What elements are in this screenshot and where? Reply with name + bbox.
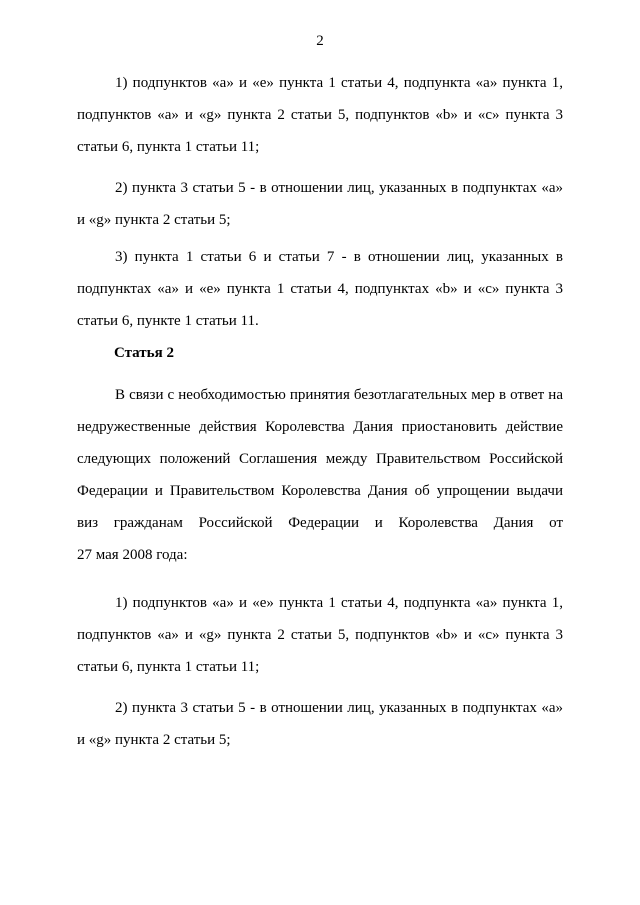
list-item: [77, 67, 563, 163]
text-line: 1) подпунктов «а» и «е» пункта 1 статьи 4, подпункта «а» пункта 1,: [115, 75, 563, 91]
text-line: виз гражданам Российской Федерации и Королевства Дания от: [77, 515, 563, 531]
list-item: [77, 172, 563, 236]
text-line: 3) пункта 1 статьи 6 и статьи 7 - в отношении лиц, указанных в: [115, 249, 563, 265]
article-heading: Статья 2: [114, 345, 174, 361]
text-line: В связи с необходимостью принятия безотлагательных мер в ответ на: [115, 387, 563, 403]
text-line: Федерации и Правительством Королевства Дания об упрощении выдачи: [77, 483, 563, 499]
text-line: статьи 6, пункте 1 статьи 11.: [77, 313, 259, 329]
article-intro-paragraph: [77, 379, 563, 571]
text-line: и «g» пункта 2 статьи 5;: [77, 212, 231, 228]
text-line: 2) пункта 3 статьи 5 - в отношении лиц, указанных в подпунктах «а»: [115, 700, 563, 716]
text-line: недружественные действия Королевства Дания приостановить действие: [77, 419, 563, 435]
text-line: статьи 6, пункта 1 статьи 11;: [77, 139, 260, 155]
text-line: подпунктов «а» и «g» пункта 2 статьи 5, подпунктов «b» и «c» пункта 3: [77, 627, 563, 643]
page-number: 2: [316, 33, 324, 49]
text-line: статьи 6, пункта 1 статьи 11;: [77, 659, 260, 675]
text-line: 27 мая 2008 года:: [77, 547, 188, 563]
text-line: подпунктов «а» и «g» пункта 2 статьи 5, подпунктов «b» и «c» пункта 3: [77, 107, 563, 123]
text-line: 2) пункта 3 статьи 5 - в отношении лиц, указанных в подпунктах «а»: [115, 180, 563, 196]
list-item: [77, 241, 563, 337]
list-item: [77, 587, 563, 683]
text-line: 1) подпунктов «а» и «е» пункта 1 статьи 4, подпункта «а» пункта 1,: [115, 595, 563, 611]
text-line: подпунктах «а» и «е» пункта 1 статьи 4, подпунктах «b» и «c» пункта 3: [77, 281, 563, 297]
text-line: и «g» пункта 2 статьи 5;: [77, 732, 231, 748]
text-line: следующих положений Соглашения между Правительством Российской: [77, 451, 563, 467]
list-item: [77, 692, 563, 756]
